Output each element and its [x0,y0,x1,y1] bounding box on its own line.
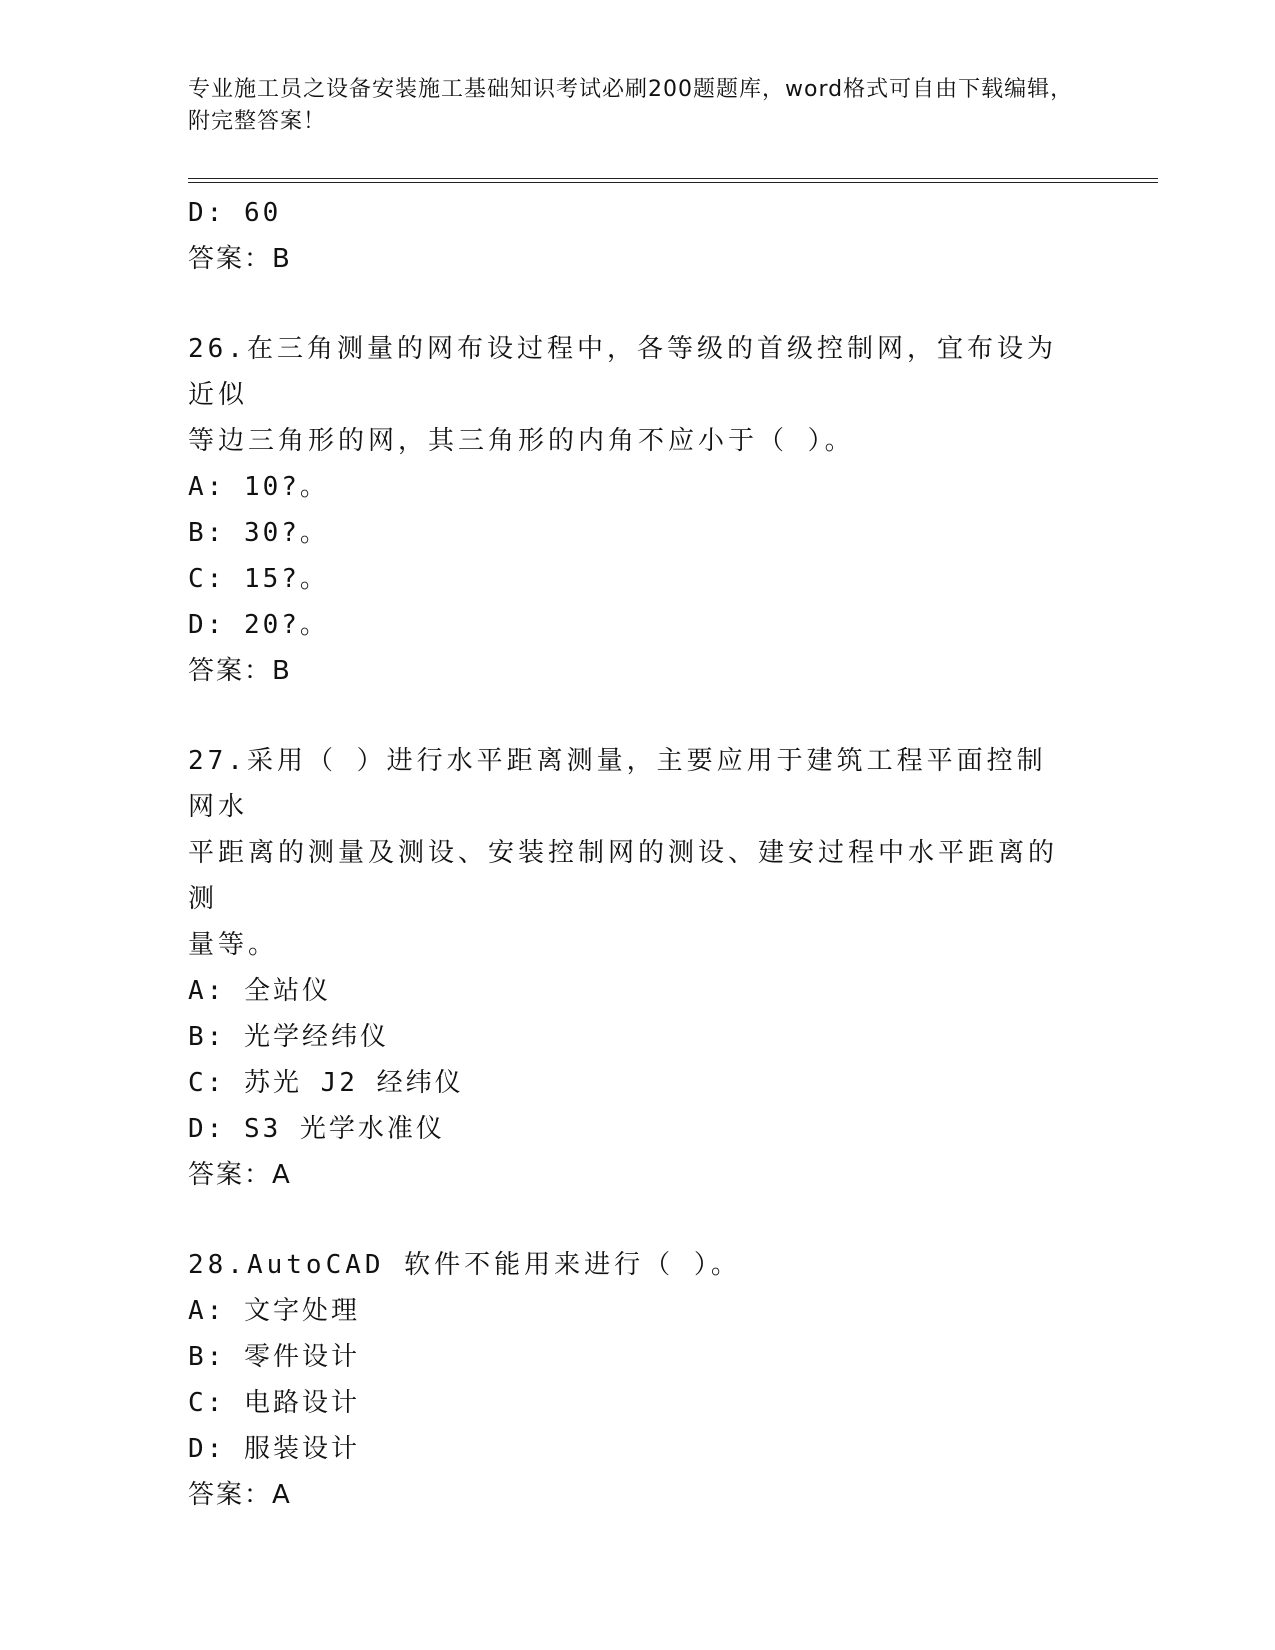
question-27-text-line2: 平距离的测量及测设、安装控制网的测设、建安过程中水平距离的测 [188,838,1059,914]
question-28-answer: 答案：A [188,1480,292,1510]
question-28-option-b: B: 零件设计 [188,1342,360,1372]
prev-option-d: D: 60 [188,198,282,228]
spacer [188,282,1088,326]
question-27-option-c: C: 苏光 J2 经纬仪 [188,1068,464,1098]
question-list [188,190,1088,1518]
question-27-answer: 答案：A [188,1160,292,1190]
question-28-text-line1: 28.AutoCAD 软件不能用来进行（ ）。 [188,1250,741,1280]
question-26-option-d: D: 20?。 [188,610,329,640]
question-27-text-line1: 27.采用（ ）进行水平距离测量，主要应用于建筑工程平面控制网水 [188,746,1047,822]
question-28-option-a: A: 文字处理 [188,1296,360,1326]
question-27-option-b: B: 光学经纬仪 [188,1022,389,1052]
question-28-option-c: C: 电路设计 [188,1388,360,1418]
question-26-option-c: C: 15?。 [188,564,329,594]
question-26-option-a: A: 10?。 [188,472,329,502]
question-27-option-a: A: 全站仪 [188,976,331,1006]
header-divider-top [188,178,1158,179]
question-26-text-line2: 等边三角形的网，其三角形的内角不应小于（ ）。 [188,426,855,456]
spacer [188,1198,1088,1242]
question-26-answer: 答案：B [188,656,292,686]
prev-answer: 答案：B [188,244,292,274]
question-28-option-d: D: 服装设计 [188,1434,360,1464]
question-27-option-d: D: S3 光学水准仪 [188,1114,445,1144]
question-26-option-b: B: 30?。 [188,518,329,548]
spacer [188,694,1088,738]
question-26-text-line1: 26.在三角测量的网布设过程中，各等级的首级控制网，宜布设为近似 [188,334,1057,410]
header-divider-bottom [188,182,1158,183]
page-header-title: 专业施工员之设备安装施工基础知识考试必刷200题题库，word格式可自由下载编辑，附完整答案！ [188,77,1074,134]
question-27-text-line3: 量等。 [188,930,279,960]
